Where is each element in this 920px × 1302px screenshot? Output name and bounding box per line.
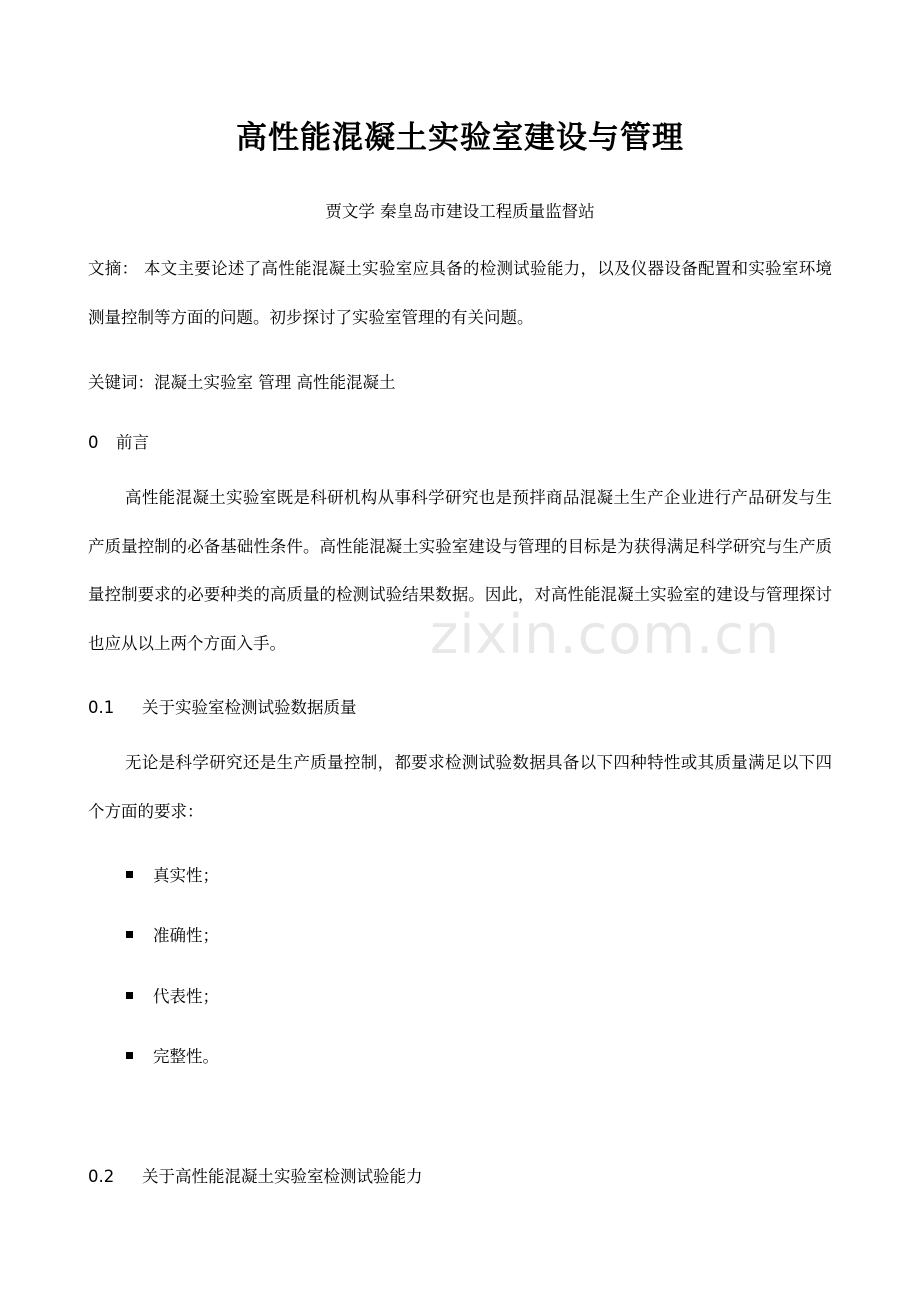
section-heading-0-2 <box>88 1163 423 1187</box>
watermark: zixin.com.cn <box>430 603 781 666</box>
document-title: 高性能混凝土实验室建设与管理 <box>236 120 684 156</box>
bullet-square-icon <box>126 871 133 878</box>
abstract-paragraph: 文摘： 本文主要论述了高性能混凝土实验室应具备的检测试验能力，以及仪器设备配置和实验室环境测量控制等方面的问题。初步探讨了实验室管理的有关问题。 <box>88 259 832 327</box>
data-quality-paragraph: 无论是科学研究还是生产质量控制，都要求检测试验数据具备以下四种特性或其质量满足以下四个方面的要求： <box>88 753 832 821</box>
intro-paragraph: 高性能混凝土实验室既是科研机构从事科学研究也是预拌商品混凝土生产企业进行产品研发与生产质量控制的必备基础性条件。高性能混凝土实验室建设与管理的目标是为获得满足科学研究与生产质量控制要求的必要种类的高质量的检测试验结果数据。因此，对高性能混凝土实验室的建设与管理探讨也应从以上两个方面入手。 <box>88 488 832 653</box>
section-number: 0.1 <box>88 698 115 717</box>
bullet-square-icon <box>126 1052 133 1059</box>
bullet-square-icon <box>126 931 133 938</box>
author-line: 贾文学 秦皇岛市建设工程质量监督站 <box>325 202 595 221</box>
keywords-line: 关键词：混凝土实验室 管理 高性能混凝土 <box>88 373 396 392</box>
list-item <box>126 862 219 886</box>
list-item <box>126 1043 219 1067</box>
list-item-text: 准确性； <box>153 926 219 945</box>
section-title: 关于高性能混凝土实验室检测试验能力 <box>142 1167 423 1186</box>
list-item-text: 代表性； <box>153 987 219 1006</box>
section-number: 0 <box>88 433 99 452</box>
bullet-square-icon <box>126 992 133 999</box>
list-item-text: 完整性。 <box>153 1047 219 1066</box>
section-heading-0-1 <box>88 694 357 718</box>
section-title: 关于实验室检测试验数据质量 <box>142 698 357 717</box>
list-item-text: 真实性； <box>153 866 219 885</box>
list-item <box>126 922 219 946</box>
section-number: 0.2 <box>88 1167 115 1186</box>
section-title: 前言 <box>116 433 149 452</box>
list-item <box>126 983 219 1007</box>
section-heading-0 <box>88 429 149 453</box>
